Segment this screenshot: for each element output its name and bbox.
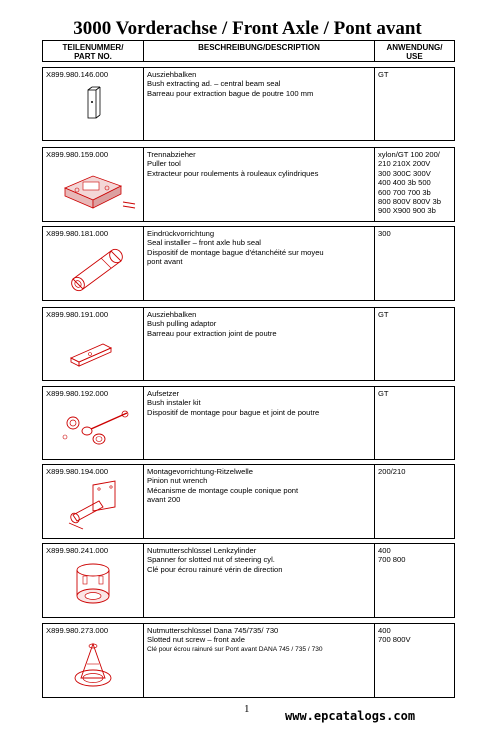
beam-icon: [43, 80, 143, 140]
page-number: 1: [244, 703, 250, 715]
usage-cell: [375, 465, 454, 538]
usage-line: GT: [378, 310, 389, 319]
usage-cell: [375, 148, 454, 221]
usage-line: 800 800V 800V 3b: [378, 197, 441, 207]
part-number: X899.980.159.000: [46, 150, 109, 159]
description-cell: [144, 465, 375, 538]
desc-de: Ausziehbalken: [147, 70, 197, 79]
desc-fr-cont: pont avant: [147, 257, 183, 267]
desc-fr: Mécanisme de montage couple conique pont: [147, 485, 299, 495]
description-cell: [144, 387, 375, 459]
table-row: [42, 147, 455, 222]
part-cell: [43, 148, 144, 221]
slotted-nut-screw-icon: [43, 634, 143, 696]
usage-cell: [375, 624, 454, 697]
part-number: X899.980.273.000: [46, 626, 109, 635]
header-description: [143, 40, 375, 62]
installer-kit-icon: [43, 399, 143, 459]
usage-line: GT: [378, 70, 389, 79]
desc-de: Montagevorrichtung-Ritzelwelle: [147, 467, 253, 476]
desc-de: Eindrückvorrichtung: [147, 229, 215, 238]
desc-fr: Dispositif de montage pour bague et joint de poutre: [147, 407, 320, 417]
usage-line: 600 700 700 3b: [378, 187, 431, 197]
adaptor-icon: [43, 320, 143, 380]
part-number: X899.980.192.000: [46, 389, 109, 398]
slotted-spanner-icon: [43, 554, 143, 616]
usage-line: GT: [378, 389, 389, 398]
part-cell: [43, 387, 144, 459]
desc-fr: Clé pour écrou rainuré sur Pont avant DANA 745 / 735 / 730: [147, 645, 323, 653]
usage-line: 400 400 3b 500: [378, 178, 431, 188]
usage-cell: [375, 227, 454, 300]
part-number: X899.980.191.000: [46, 310, 109, 319]
table-row: [42, 307, 455, 381]
usage-cell: [375, 308, 454, 380]
description-cell: [144, 227, 375, 300]
table-row: [42, 226, 455, 301]
usage-line: xylon/GT 100 200/: [378, 150, 440, 159]
usage-cell: [375, 68, 454, 140]
part-cell: [43, 624, 144, 697]
description-cell: [144, 308, 375, 380]
part-number: X899.980.194.000: [46, 467, 109, 476]
usage-cell: [375, 544, 454, 617]
header-part-no-line2: PART NO.: [74, 52, 112, 61]
part-cell: [43, 465, 144, 538]
desc-fr-cont: avant 200: [147, 495, 181, 505]
description-cell: [144, 148, 375, 221]
page-title: 3000 Vorderachse / Front Axle / Pont avant: [73, 18, 422, 39]
usage-line: 300: [378, 229, 391, 238]
header-usage-line1: ANWENDUNG/: [386, 43, 443, 52]
desc-de: Ausziehbalken: [147, 310, 197, 319]
desc-en: Pinion nut wrench: [147, 476, 208, 486]
header-description-label: BESCHREIBUNG/DESCRIPTION: [198, 43, 320, 52]
part-cell: [43, 227, 144, 300]
puller-tool-icon: [43, 160, 143, 220]
usage-cell: [375, 387, 454, 459]
desc-en: Bush extracting ad. – central beam seal: [147, 79, 281, 89]
table-row: [42, 386, 455, 460]
desc-en: Spanner for slotted nut of steering cyl.: [147, 555, 275, 565]
desc-de: Nutmutterschlüssel Lenkzylinder: [147, 546, 257, 555]
header-usage-line2: USE: [406, 52, 423, 61]
desc-de: Aufsetzer: [147, 389, 180, 398]
desc-de: Nutmutterschlüssel Dana 745/735/ 730: [147, 626, 279, 635]
part-cell: [43, 68, 144, 140]
usage-line: 300 300C 300V: [378, 168, 431, 178]
usage-line: 400: [378, 546, 391, 555]
desc-fr: Clé pour écrou rainuré vérin de direction: [147, 564, 283, 574]
usage-line: 900 X900 900 3b: [378, 206, 436, 216]
part-number: X899.980.146.000: [46, 70, 109, 79]
seal-installer-icon: [43, 237, 143, 297]
table-row: [42, 543, 455, 618]
desc-en: Bush instaler kit: [147, 398, 201, 408]
description-cell: [144, 544, 375, 617]
part-number: X899.980.181.000: [46, 229, 109, 238]
desc-en: Seal installer – front axle hub seal: [147, 238, 261, 248]
description-cell: [144, 624, 375, 697]
header-part-no: [42, 40, 144, 62]
pinion-wrench-icon: [43, 475, 143, 537]
footer-watermark: www.epcatalogs.com: [285, 709, 416, 723]
usage-line: 700 800: [378, 555, 406, 565]
usage-line: 210 210X 200V: [378, 159, 431, 169]
part-cell: [43, 308, 144, 380]
usage-line: 400: [378, 626, 391, 635]
header-part-no-line1: TEILENUMMER/: [62, 43, 124, 52]
desc-fr: Barreau pour extraction bague de poutre 100 mm: [147, 88, 314, 98]
description-cell: [144, 68, 375, 140]
part-cell: [43, 544, 144, 617]
table-row: [42, 464, 455, 539]
desc-fr: Extracteur pour roulements à rouleaux cylindriques: [147, 168, 319, 178]
desc-en: Bush pulling adaptor: [147, 319, 217, 329]
desc-fr: Dispositif de montage bague d'étanchéité sur moyeu: [147, 247, 324, 257]
usage-line: 700 800V: [378, 635, 411, 645]
header-usage: [374, 40, 455, 62]
desc-fr: Barreau pour extraction joint de poutre: [147, 328, 277, 338]
table-row: [42, 623, 455, 698]
desc-de: Trennabzieher: [147, 150, 196, 159]
usage-line: 200/210: [378, 467, 406, 476]
part-number: X899.980.241.000: [46, 546, 109, 555]
desc-en: Puller tool: [147, 159, 181, 169]
desc-en: Slotted nut screw – front axle: [147, 635, 245, 645]
table-row: [42, 67, 455, 141]
